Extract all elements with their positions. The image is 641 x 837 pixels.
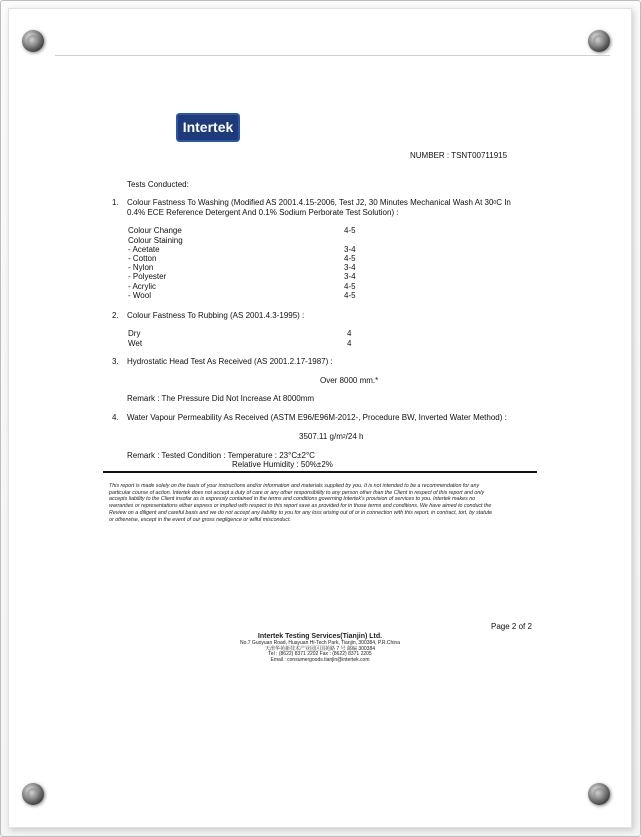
test-2-number: 2. [112, 311, 119, 320]
test-4-title: Water Vapour Permeability As Received (ASTM E96/E96M-2012-, Procedure BW, Inverted Water Method) : [127, 413, 507, 422]
test-4-result: 3507.11 $g/m^2/24$ h [299, 432, 364, 441]
disclaimer-line: particular course of action. Intertek does not accept a duty of care or any other responsibility to any person other than the Client in respect of this report and only [109, 489, 485, 496]
top-divider [55, 55, 610, 56]
page-number: Page 2 of 2 [491, 622, 532, 631]
test-1-row-label: Colour Change [128, 226, 182, 235]
test-1-row-value: 3-4 [344, 263, 356, 272]
test-2-row-label: Dry [128, 329, 141, 338]
disclaimer-line: warranties or representations either express or implied with respect to this report save as provided for in those terms and conditions. We have aimed to conduct the [109, 503, 492, 510]
test-1-row-label: - Nylon [128, 263, 154, 272]
test-1-title-line1: Colour Fastness To Washing (Modified AS 2001.4.15-2006, Test J2, 30 Minutes Mechanical Wash At $30^0C$ In [127, 198, 511, 207]
test-3-number: 3. [112, 357, 119, 366]
test-1-row-value: 4-5 [344, 226, 356, 235]
test-2-row-label: Wet [128, 339, 143, 348]
test-1-row-label: - Acrylic [128, 282, 156, 291]
test-1-row-label: - Wool [128, 291, 151, 300]
test-4-remark-line1: Remark : Tested Condition : Temperature : 23°C±2°C [127, 451, 315, 460]
disclaimer-line: or otherwise, except in the event of our gross negligence or wilful misconduct. [109, 516, 291, 523]
footer-company: Intertek Testing Services(Tianjin) Ltd. [257, 633, 383, 640]
test-1-row-value: 4-5 [344, 291, 356, 300]
section-divider [103, 471, 537, 473]
test-3-result: Over 8000 mm.* [320, 376, 379, 385]
test-3-remark: Remark : The Pressure Did Not Increase At 8000mm [127, 394, 315, 403]
test-1-row-value: 3-4 [344, 272, 356, 281]
intertek-logo: Intertek [176, 113, 240, 142]
test-1-row-label: Colour Staining [128, 236, 183, 245]
test-3-title: Hydrostatic Head Test As Received (AS 2001.2.17-1987) : [127, 357, 333, 366]
footer-phone: Tel : (8622) 8371 2202 Fax : (8622) 8371 2205 [268, 651, 372, 658]
test-1-title-line2: 0.4% ECE Reference Detergent And 0.1% Sodium Perborate Test Solution) : [127, 208, 399, 217]
test-1-row-label: - Acetate [128, 245, 160, 254]
test-1-row-value: 4-5 [344, 254, 356, 263]
test-4-number: 4. [112, 413, 119, 422]
footer-address-cn: 天津华苑新技术产业园区国苑路 7 号 邮编 300384 [264, 645, 376, 652]
report-number: NUMBER : TSNT00711915 [410, 151, 508, 160]
rivet-icon-top-right [588, 30, 610, 52]
rivet-icon-top-left [22, 30, 44, 52]
tests-heading: Tests Conducted: [127, 180, 189, 189]
test-1-row-value: 4-5 [344, 282, 356, 291]
test-2-row-value: 4 [347, 339, 352, 348]
footer [180, 632, 460, 663]
test-1-row-label: - Polyester [128, 272, 167, 281]
disclaimer-line: accepts liability to the Client insofar as is expressly contained in the terms and conditions governing Intertek's provision of services to you. Intertek makes no [109, 496, 476, 503]
test-1-row-label: - Cotton [128, 254, 157, 263]
test-1-row-value: 3-4 [344, 245, 356, 254]
test-2-title: Colour Fastness To Rubbing (AS 2001.4.3-1995) : [127, 311, 305, 320]
disclaimer-line: Review on a diligent and careful basis and we do not accept any liability to you for any loss arising out of or in connection with this report, in contract, tort, by statute [109, 509, 493, 516]
test-2-row-value: 4 [347, 329, 352, 338]
footer-address: No.7 Guoyuan Road, Huayuan Hi-Tech Park, Tianjin, 300384, P.R.China [239, 640, 400, 646]
rivet-icon-bottom-right [588, 783, 610, 805]
disclaimer-line: This report is made solely on the basis of your instructions and/or information and materials supplied by you. It is not intended to be a recommendation for any [109, 483, 480, 489]
rivet-icon-bottom-left [22, 783, 44, 805]
footer-email: Email : consumergoods.tianjin@intertek.com [270, 656, 370, 663]
test-1-number: 1. [112, 198, 119, 207]
disclaimer [109, 483, 539, 523]
test-4-remark-line2: Relative Humidity : 50%±2% [232, 460, 333, 469]
